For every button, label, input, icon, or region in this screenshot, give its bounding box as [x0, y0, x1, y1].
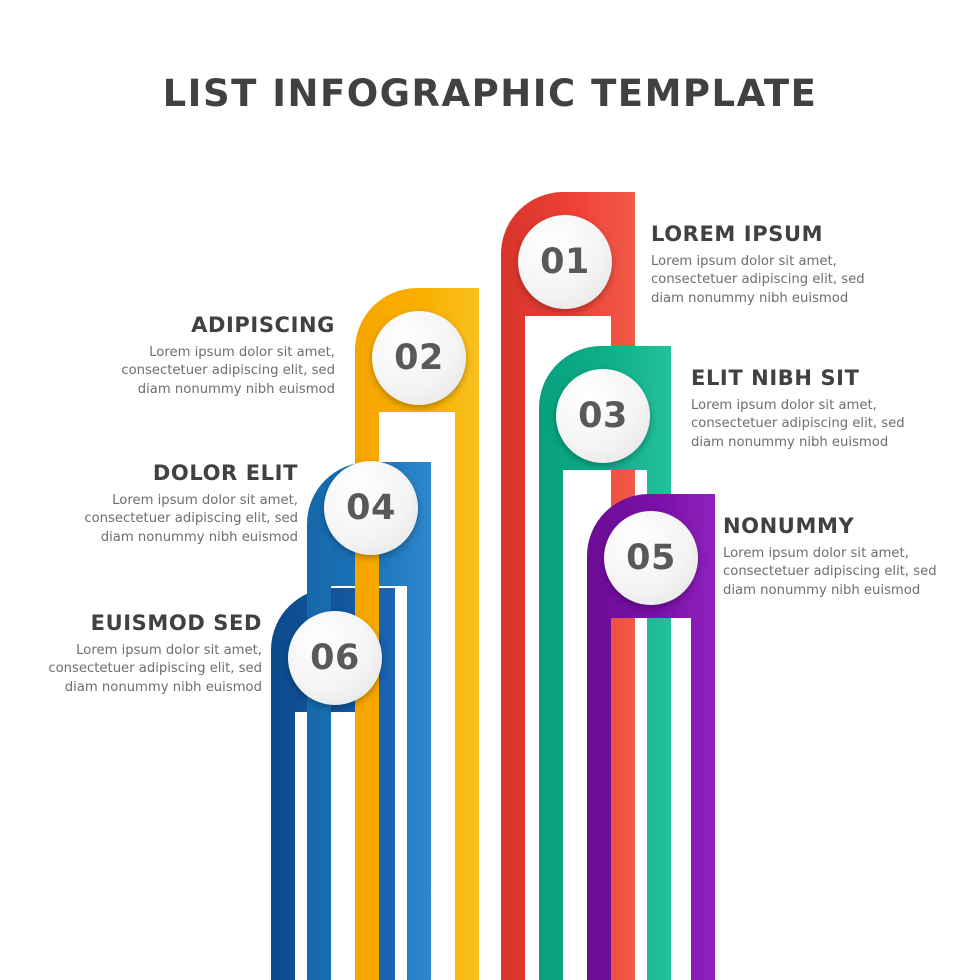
- item-body-03: Lorem ipsum dolor sit amet, consectetuer adipiscing elit, sed diam nonummy nibh euismod: [691, 398, 905, 450]
- badge-number-02[interactable]: 02: [372, 311, 466, 405]
- item-heading-02: ADIPISCING: [191, 313, 335, 337]
- item-heading-03: ELIT NIBH SIT: [691, 366, 860, 390]
- item-body-01: Lorem ipsum dolor sit amet, consectetuer adipiscing elit, sed diam nonummy nibh euismod: [651, 254, 865, 306]
- item-body-02: Lorem ipsum dolor sit amet, consectetuer adipiscing elit, sed diam nonummy nibh euismod: [121, 345, 335, 397]
- badge-number-04[interactable]: 04: [324, 461, 418, 555]
- badge-number-01[interactable]: 01: [518, 215, 612, 309]
- item-text-01: [651, 222, 901, 308]
- item-text-02: [85, 313, 335, 399]
- badge-number-03[interactable]: 03: [556, 369, 650, 463]
- item-text-04: [48, 461, 298, 547]
- item-heading-01: LOREM IPSUM: [651, 222, 824, 246]
- item-heading-06: EUISMOD SED: [90, 611, 262, 635]
- item-body-04: Lorem ipsum dolor sit amet, consectetuer adipiscing elit, sed diam nonummy nibh euismod: [84, 493, 298, 545]
- item-text-06: [12, 611, 262, 697]
- item-text-05: [723, 514, 973, 600]
- item-body-05: Lorem ipsum dolor sit amet, consectetuer adipiscing elit, sed diam nonummy nibh euismod: [723, 546, 937, 598]
- item-text-03: [691, 366, 941, 452]
- item-heading-04: DOLOR ELIT: [152, 461, 298, 485]
- item-body-06: Lorem ipsum dolor sit amet, consectetuer adipiscing elit, sed diam nonummy nibh euismod: [48, 643, 262, 695]
- page-title: LIST INFOGRAPHIC TEMPLATE: [162, 72, 818, 115]
- badge-number-06[interactable]: 06: [288, 611, 382, 705]
- item-heading-05: NONUMMY: [723, 514, 855, 538]
- badge-number-05[interactable]: 05: [604, 511, 698, 605]
